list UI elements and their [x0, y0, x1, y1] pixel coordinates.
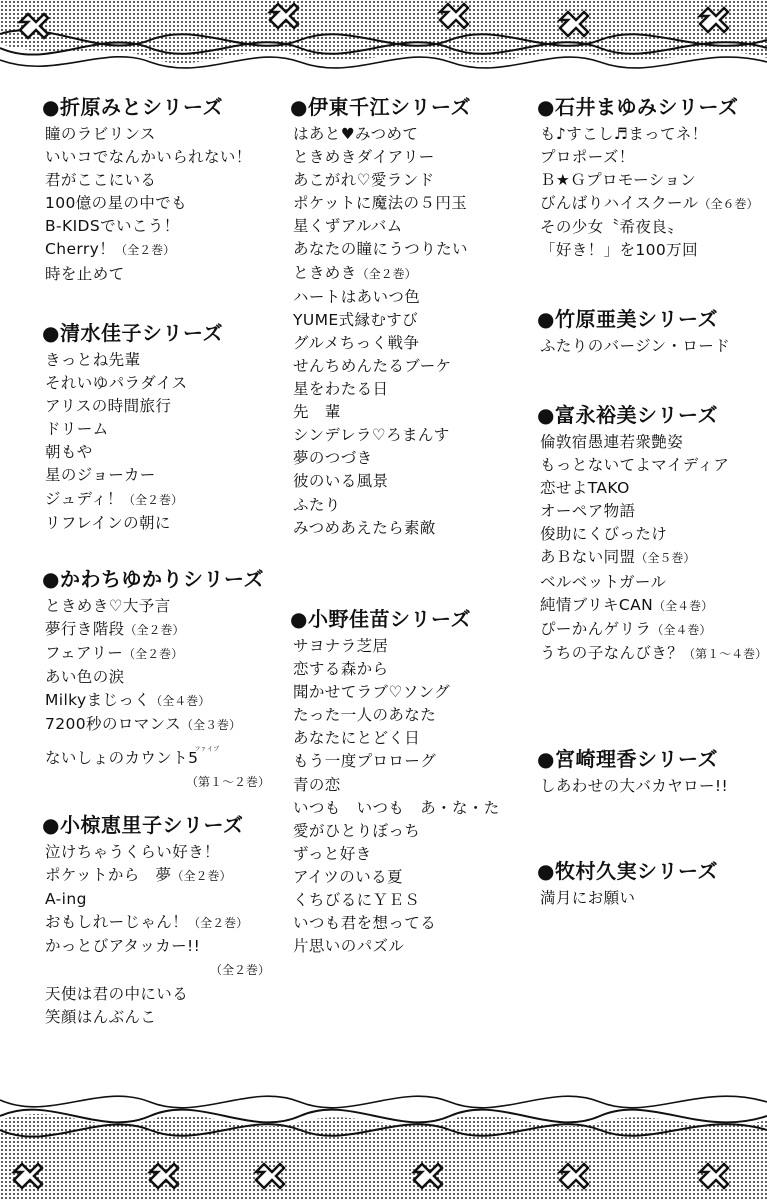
- book-title: [45, 395, 274, 418]
- book-title-text: プロポーズ！: [540, 148, 635, 167]
- series-kawachi-yukari: [42, 566, 274, 794]
- decorative-border-bottom: [0, 1080, 767, 1200]
- book-title: [293, 286, 525, 309]
- book-title-text: 夢行き階段: [45, 620, 125, 639]
- volume-note: （全２巻）: [123, 647, 184, 662]
- title-list: [42, 595, 274, 794]
- book-title-text: ときめき♡大予言: [45, 597, 171, 615]
- series-heading: ●石井まゆみシリーズ: [537, 95, 739, 119]
- book-title-text: Ｂ★Ｇプロモーション: [540, 171, 697, 190]
- book-title: [540, 500, 762, 523]
- book-title-text: 7200秒のロマンス: [45, 715, 181, 734]
- series-ishii-mayumi: [537, 94, 762, 263]
- title-list: [290, 635, 525, 958]
- book-title: [540, 887, 762, 910]
- book-title-text: 朝もや: [45, 443, 93, 462]
- book-title-text: ドリーム: [45, 420, 109, 439]
- book-title: [293, 378, 525, 401]
- book-title: [45, 238, 274, 262]
- title-list: [537, 887, 762, 910]
- book-title-text: リフレインの朝に: [45, 513, 171, 532]
- book-title-text: ずっと好き: [293, 844, 372, 863]
- volume-note: （全２巻）: [115, 243, 176, 258]
- book-title: [540, 146, 762, 169]
- book-title: [540, 335, 762, 358]
- ruby-annotation: ファイブ: [194, 745, 220, 753]
- book-title: [540, 546, 762, 570]
- title-list: [537, 431, 767, 666]
- book-title: [45, 738, 274, 770]
- book-title-text: ぴーかんゲリラ: [540, 619, 652, 638]
- volume-note: （全４巻）: [150, 694, 211, 709]
- book-title: [293, 215, 525, 238]
- book-title: [293, 146, 525, 169]
- book-title-text: みつめあえたら素敵: [293, 518, 436, 537]
- book-title-text: ふたりのバージン・ロード: [540, 337, 731, 355]
- book-title: [45, 642, 274, 666]
- book-title: [293, 238, 525, 261]
- book-title: [293, 517, 525, 540]
- book-title-text: 星をわたる日: [293, 380, 389, 399]
- book-title-text: その少女〝希夜良〟: [540, 218, 684, 237]
- book-title-text: 愛がひとりぼっち: [293, 821, 421, 840]
- book-title: [540, 192, 762, 216]
- book-title-text: サヨナラ芝居: [293, 637, 389, 655]
- book-title-text: それいゆパラダイス: [45, 374, 188, 393]
- book-title-text: あなたにとどく日: [293, 729, 421, 748]
- book-title: [540, 123, 762, 146]
- volume-note: （全２巻）: [122, 492, 183, 507]
- book-title-text: いつも君を想ってる: [293, 914, 437, 933]
- volume-note: （第１～２巻）: [185, 774, 270, 789]
- book-title: [45, 983, 274, 1006]
- book-title: [293, 774, 525, 797]
- book-title-text: ときめきダイアリー: [293, 148, 435, 167]
- book-title: [540, 454, 762, 477]
- book-title: [540, 239, 762, 262]
- book-title-text: オーペア物語: [540, 502, 636, 521]
- series-shimizu-keiko: [42, 320, 274, 535]
- book-title: [293, 658, 525, 681]
- volume-note: （全４巻）: [651, 622, 712, 637]
- book-title: [540, 523, 762, 546]
- book-title: [293, 447, 525, 470]
- book-title-text: 青の恋: [293, 775, 341, 794]
- series-heading: ●清水佳子シリーズ: [42, 321, 223, 345]
- book-title-text: Milkyまじっく: [45, 691, 151, 710]
- book-title: [45, 935, 274, 958]
- book-title: [293, 866, 525, 889]
- book-title: [45, 192, 274, 215]
- series-heading: ●小椋恵里子シリーズ: [42, 813, 244, 837]
- book-title-continuation: [45, 770, 274, 794]
- book-title-text: ふたり: [293, 495, 341, 514]
- book-title: [293, 843, 525, 866]
- book-title-text: 夢のつづき: [293, 449, 373, 468]
- book-title-text: 君がここにいる: [45, 171, 157, 190]
- book-title: [540, 571, 762, 594]
- book-title-text: びんばりハイスクール: [540, 194, 699, 213]
- volume-note: （全２巻）: [171, 869, 232, 884]
- book-title-text: 俊助にくびったけ: [540, 525, 668, 544]
- series-heading: ●竹原亜美シリーズ: [537, 307, 718, 331]
- book-title: [293, 912, 525, 935]
- book-title: [45, 911, 274, 935]
- book-title-text: ポケットから 夢: [45, 866, 172, 885]
- book-title: [293, 820, 525, 843]
- book-title: [293, 355, 525, 378]
- book-title: [540, 477, 762, 500]
- book-title: [293, 797, 525, 820]
- book-title-text: YUME式縁むすび: [293, 310, 419, 329]
- book-title: [45, 1006, 274, 1029]
- decorative-border-top: [0, 0, 767, 100]
- book-title-text: あい色の涙: [45, 668, 125, 687]
- book-title-text: 恋せよTAKO: [540, 479, 630, 498]
- book-title: [293, 192, 525, 215]
- book-title-text: あこがれ♡愛ランド: [293, 171, 435, 190]
- book-title-text: 満月にお願い: [540, 889, 636, 907]
- book-title: [293, 704, 525, 727]
- volume-note: （全２巻）: [209, 963, 270, 978]
- series-ogura-eriko: [42, 812, 274, 1029]
- book-title: [45, 123, 274, 146]
- book-title-text: B-KIDSでいこう！: [45, 217, 180, 236]
- book-title-text: 泣けちゃうくらい好き！: [45, 843, 220, 861]
- book-title: [45, 146, 274, 169]
- series-heading: ●かわちゆかりシリーズ: [42, 567, 264, 591]
- book-title: [293, 635, 525, 658]
- title-list: [290, 123, 525, 540]
- book-title: [45, 418, 274, 441]
- volume-note: （全２巻）: [356, 266, 417, 281]
- book-title: [293, 262, 525, 286]
- title-list: [537, 775, 762, 798]
- series-ono-kanae: [290, 606, 525, 958]
- book-title: [293, 470, 525, 493]
- book-title: [540, 431, 762, 454]
- book-title-text: ないしょのカウント5: [45, 748, 199, 767]
- series-miyazaki-rika: [537, 746, 762, 798]
- series-takehara-ami: [537, 306, 762, 358]
- book-title-text: アリスの時間旅行: [45, 397, 172, 416]
- book-title-text: 倫敦宿愚連若衆艶姿: [540, 433, 684, 451]
- book-title-text: 時を止めて: [45, 264, 125, 283]
- book-title-text: グルメちっく戦争: [293, 333, 420, 352]
- volume-note: （全５巻）: [635, 551, 696, 566]
- book-title-text: もう一度プロローグ: [293, 752, 437, 771]
- book-title: [45, 888, 274, 911]
- book-title: [540, 642, 767, 666]
- book-title-text: くちびるにＹＥＳ: [293, 891, 421, 910]
- book-title-text: Cherry！: [45, 240, 116, 259]
- book-title-text: おもしれーじゃん！: [45, 913, 189, 932]
- book-title: [293, 494, 525, 517]
- book-title: [293, 401, 525, 424]
- book-title-text: いつも いつも あ・な・た: [293, 798, 500, 817]
- book-title-text: ときめき: [293, 263, 357, 282]
- book-title-text: 恋する森から: [293, 660, 389, 679]
- book-title-text: ポケットに魔法の５円玉: [293, 194, 468, 213]
- book-title-text: 星くずアルバム: [293, 217, 403, 236]
- book-title: [45, 441, 274, 464]
- book-title-text: 「好き！」を100万回: [540, 241, 698, 260]
- book-title-text: いいコでなんかいられない！: [45, 148, 252, 167]
- book-title: [540, 594, 762, 618]
- book-title: [45, 666, 274, 689]
- book-title: [45, 595, 274, 618]
- book-title: [45, 215, 274, 238]
- book-title-text: ベルベットガール: [540, 572, 667, 591]
- series-heading: ●富永裕美シリーズ: [537, 403, 718, 427]
- book-title-text: はあと♥みつめて: [293, 125, 419, 143]
- book-title: [45, 169, 274, 192]
- volume-note: （第１～４巻）: [683, 646, 767, 661]
- book-title-text: も♪すこし♬まってネ！: [540, 125, 708, 143]
- title-list: [42, 123, 274, 286]
- book-title: [293, 169, 525, 192]
- book-title: [45, 488, 274, 512]
- book-title-text: せんちめんたるブーケ: [293, 356, 452, 375]
- series-heading: ●宮崎理香シリーズ: [537, 747, 718, 771]
- book-title-text: 100億の星の中でも: [45, 194, 188, 213]
- volume-note: （全４巻）: [653, 598, 714, 613]
- book-title-text: フェアリー: [45, 644, 124, 663]
- book-title-text: 彼のいる風景: [293, 472, 389, 491]
- volume-note: （全２巻）: [124, 623, 185, 638]
- book-title: [293, 727, 525, 750]
- book-title: [45, 618, 274, 642]
- book-title-text: 瞳のラビリンス: [45, 125, 156, 143]
- book-title-text: 先 輩: [293, 403, 341, 422]
- title-list: [537, 335, 762, 358]
- book-title-continuation: [45, 958, 274, 982]
- book-title: [45, 349, 274, 372]
- book-title: [293, 332, 525, 355]
- book-title-text: 純情ブリキCAN: [540, 595, 654, 614]
- series-orihara-mito: [42, 94, 274, 286]
- book-title-text: きっとね先輩: [45, 351, 141, 369]
- book-title-text: シンデレラ♡ろまんす: [293, 426, 450, 445]
- volume-note: （全３巻）: [180, 718, 241, 733]
- series-tominaga-hiromi: [537, 402, 767, 666]
- book-title-text: 笑顔はんぶんこ: [45, 1007, 157, 1026]
- series-ito-chie: [290, 94, 525, 540]
- book-title-text: ハートはあいつ色: [293, 287, 421, 306]
- book-title-text: もっとないてよマイディア: [540, 456, 730, 475]
- book-title: [45, 512, 274, 535]
- book-title: [45, 689, 274, 713]
- book-title: [540, 618, 762, 642]
- book-title-text: 星のジョーカー: [45, 466, 156, 485]
- book-title: [540, 775, 762, 798]
- book-title: [293, 309, 525, 332]
- book-title: [293, 935, 525, 958]
- series-heading: ●伊東千江シリーズ: [290, 95, 471, 119]
- book-title-text: 天使は君の中にいる: [45, 984, 189, 1003]
- book-title-text: 聞かせてラブ♡ソング: [293, 683, 451, 702]
- book-title-text: あＢない同盟: [540, 548, 636, 567]
- book-title: [45, 713, 274, 737]
- book-title-text: ジュディ！: [45, 489, 123, 508]
- series-heading: ●牧村久実シリーズ: [537, 859, 718, 883]
- book-title: [45, 372, 274, 395]
- series-heading: ●小野佳苗シリーズ: [290, 607, 471, 631]
- book-title: [45, 464, 274, 487]
- book-title-text: かっとびアタッカー!!: [45, 937, 201, 956]
- volume-note: （全２巻）: [188, 916, 249, 931]
- book-title-text: 片思いのパズル: [293, 937, 405, 956]
- volume-note: （全６巻）: [698, 197, 759, 212]
- book-title: [293, 681, 525, 704]
- book-title: [45, 263, 274, 286]
- book-title: [293, 750, 525, 773]
- title-list: [537, 123, 762, 263]
- book-title: [293, 889, 525, 912]
- book-title-text: うちの子なんびき？: [540, 643, 684, 662]
- book-title-text: しあわせの大バカヤロー!!: [540, 777, 729, 795]
- title-list: [42, 841, 274, 1029]
- book-title: [45, 864, 274, 888]
- series-heading: ●折原みとシリーズ: [42, 95, 223, 119]
- book-title-text: たった一人のあなた: [293, 706, 437, 725]
- title-list: [42, 349, 274, 535]
- series-makimura-kumi: [537, 858, 762, 910]
- book-title: [540, 216, 762, 239]
- book-title: [45, 841, 274, 864]
- book-title: [293, 424, 525, 447]
- book-title: [293, 123, 525, 146]
- book-title-text: アイツのいる夏: [293, 867, 403, 886]
- book-title: [540, 169, 762, 192]
- book-title-text: A-ing: [45, 890, 87, 909]
- book-title-text: あなたの瞳にうつりたい: [293, 240, 468, 259]
